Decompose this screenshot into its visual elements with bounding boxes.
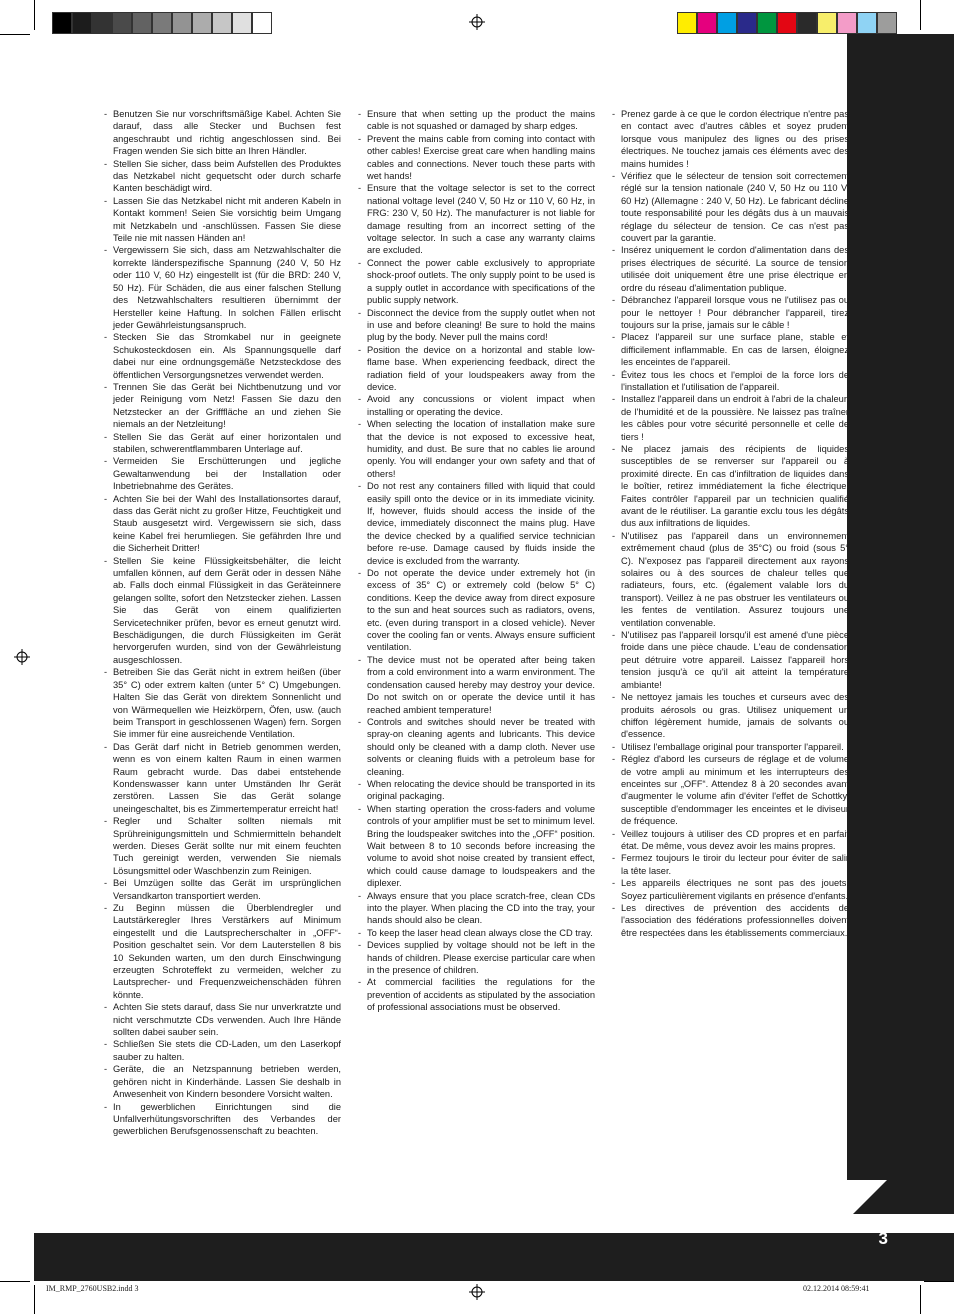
instruction-item: - Veillez toujours à utiliser des CD propres et en parfait état. De même, vous devez avoir les mains propres.	[612, 828, 849, 853]
grayscale-color-bar	[52, 12, 272, 34]
instruction-item: - Achten Sie stets darauf, dass Sie nur unverkratzte und nicht verschmutzte CDs verwenden. Auch Ihre Hände sollten dabei sauber sein.	[104, 1001, 341, 1038]
color-swatch	[152, 12, 172, 34]
color-swatch	[877, 12, 897, 34]
column-french	[612, 108, 849, 939]
instruction-item: - Position the device on a horizontal and stable low-flame base. When experiencing feedback, direct the radiation field of your loudspeakers away from the device.	[358, 344, 595, 394]
instruction-item: - N'utilisez pas l'appareil dans un environnement extrêmement chaud (plus de 35°C) ou froid (sous 5° C). N'exposez pas l'appareil directement aux rayons solaires ou à des sources de chaleur telles que radiateurs, fours, etc. (également valable lors du transport). Veillez à ne pas obstruer les ventilateurs ou les fentes de ventilation. Assurez toujours une ventilation convenable.	[612, 530, 849, 629]
crop-mark	[0, 1281, 30, 1282]
instruction-item: - Achten Sie bei der Wahl des Installationsortes darauf, dass das Gerät nicht zu großer Hitze, Feuchtigkeit und Staub ausgesetzt wird. Vergewissern sie sich, dass keine Kabel frei herumliegen. Sie gefährden Ihre und die Sicherheit Dritter!	[104, 493, 341, 555]
instruction-item: - N'utilisez pas l'appareil lorsqu'il est amené d'une pièce froide dans une pièce chaude. L'eau de condensation peut détruire votre appareil. Laissez l'appareil hors tension jusqu'à ce qu'il ait atteint la température ambiante!	[612, 629, 849, 691]
crop-mark	[920, 1285, 921, 1314]
color-swatch	[192, 12, 212, 34]
instruction-item: - To keep the laser head clean always close the CD tray.	[358, 927, 595, 939]
color-swatch	[232, 12, 252, 34]
instruction-item: - Installez l'appareil dans un endroit à l'abri de la chaleur, de l'humidité et de la poussière. Ne laissez pas traîner les câbles pour votre sécurité personnelle et celle de tiers !	[612, 393, 849, 443]
instruction-item: - Disconnect the device from the supply outlet when not in use and before cleaning! Be sure to hold the mains plug by the body. Never pull the mains cord!	[358, 307, 595, 344]
instruction-item: - Regler und Schalter sollten niemals mit Sprühreinigungsmitteln und Schmiermitteln behandelt werden. Dieses Gerät sollte nur mit einem feuchten Tuch gereinigt werden, verwenden Sie niemals Lösungsmittel oder Waschbenzin zum Reinigen.	[104, 815, 341, 877]
process-color-bar	[677, 12, 897, 34]
instruction-item: - Les directives de prévention des accidents de l'association des fédérations professionnelles doivent être respectées dans les établissements commerciaux.	[612, 902, 849, 939]
instruction-item: - Vérifiez que le sélecteur de tension soit correctement réglé sur la tension nationale (240 V, 50 Hz ou 110 V, 60 Hz) (Allemagne : 240 V, 50 Hz). Le fabricant décline toute responsabilité pour les dégâts dus à un mauvais réglage du sélecteur de tension. Ce cas n'est pas couvert par la garantie.	[612, 170, 849, 244]
page-number: 3	[878, 1229, 888, 1248]
instruction-item: - Stecken Sie das Stromkabel nur in geeignete Schukosteckdosen ein. Als Spannungsquelle darf dabei nur eine ordnungsgemäße Netzsteckdose des öffentlichen Versorgungsnetzes verwendet werden.	[104, 331, 341, 381]
instruction-item: - Prenez garde à ce que le cordon électrique n'entre pas en contact avec d'autres câbles et soyez prudent lorsque vous manipulez des lignes ou des prises électriques. Ne touchez jamais ces éléments avec des mains humides !	[612, 108, 849, 170]
instruction-item: - Benutzen Sie nur vorschriftsmäßige Kabel. Achten Sie darauf, dass alle Stecker und Buchsen fest angeschraubt und richtig angeschlossen sind. Bei Fragen wenden Sie sich bitte an Ihren Händler.	[104, 108, 341, 158]
instruction-item: - Stellen Sie keine Flüssigkeitsbehälter, die leicht umfallen können, auf dem Gerät oder in dessen Nähe ab. Falls doch einmal Flüssigkeit in das Geräteinnere gelangen sollte, sofort den Netzstecker ziehen. Lassen Sie das Gerät von einem qualifizierten Servicetechniker prüfen, bevor es erneut genutzt wird. Beschädigungen, die durch Flüssigkeiten im Gerät hervorgerufen wurden, sind von der Gewährleistung ausgeschlossen.	[104, 555, 341, 667]
color-swatch	[737, 12, 757, 34]
crop-mark	[924, 1281, 954, 1282]
color-swatch	[252, 12, 272, 34]
instruction-item: - Zu Beginn müssen die Überblendregler und Lautstärkeregler Ihres Verstärkers auf Minimum eingestellt und die Lautsprecherschalter in „OFF“-Position geschaltet sein. Vor dem Lauterstellen 8 bis 10 Sekunden warten, um den durch Einschwingung erzeugten Schroteffekt zu vermeiden, welcher zu Lautsprecher- und Frequenzweichenschäden führen könnte.	[104, 902, 341, 1001]
slug-timestamp: 02.12.2014 08:59:41	[803, 1284, 870, 1293]
color-swatch	[717, 12, 737, 34]
instruction-item: - Utilisez l'emballage original pour transporter l'appareil.	[612, 741, 849, 753]
color-swatch	[92, 12, 112, 34]
color-swatch	[212, 12, 232, 34]
crop-mark	[920, 0, 921, 30]
registration-mark-icon	[469, 1284, 485, 1300]
instruction-item: - Das Gerät darf nicht in Betrieb genommen werden, wenn es von einem kalten Raum in einen warmen Raum gebracht wurde. Das dabei entstehende Kondenswasser kann unter Umständen Ihr Gerät zerstören. Lassen Sie das Gerät solange uneingeschaltet, bis es Zimmertemperatur erreicht hat!	[104, 741, 341, 815]
color-swatch	[72, 12, 92, 34]
instruction-item: - Stellen Sie sicher, dass beim Aufstellen des Produktes das Netzkabel nicht gequetscht oder durch scharfe Kanten beschädigt wird.	[104, 158, 341, 195]
color-swatch	[697, 12, 717, 34]
instruction-item: - Schließen Sie stets die CD-Laden, um den Laserkopf sauber zu halten.	[104, 1038, 341, 1063]
color-swatch	[857, 12, 877, 34]
instruction-item: - Geräte, die an Netzspannung betrieben werden, gehören nicht in Kinderhände. Lassen Sie deshalb in Anwesenheit von Kindern besondere Vorsicht walten.	[104, 1063, 341, 1100]
instruction-item: - Ensure that the voltage selector is set to the correct national voltage level (240 V, 50 Hz or 110 V, 60 Hz, in FRG: 230 V, 50 Hz). The manufacturer is not liable for damage resulting from an incorrect setting of the voltage selector. In such a case any warranty claims are excluded.	[358, 182, 595, 256]
instruction-item: - The device must not be operated after being taken from a cold environment into a warm environment. The condensation caused hereby may destroy your device. Do not switch on or operate the device until it has reached ambient temperature!	[358, 654, 595, 716]
page-edge-corner	[847, 1180, 887, 1220]
registration-mark-icon	[469, 14, 485, 30]
column-english	[358, 108, 595, 1014]
instruction-item: - Devices supplied by voltage should not be left in the hands of children. Please exercise particular care when in the presence of children.	[358, 939, 595, 976]
color-swatch	[677, 12, 697, 34]
color-swatch	[172, 12, 192, 34]
instruction-item: - Ne placez jamais des récipients de liquides susceptibles de se renverser sur l'appareil ou à proximité directe. En cas d'infiltration de liquides dans le boîtier, retirez immédiatement la fiche électrique. Faites contrôler l'appareil par un technicien qualifié avant de le réutiliser. La garantie exclu tous les dégâts dus aux infiltrations de liquides.	[612, 443, 849, 530]
instruction-item: - When relocating the device should be transported in its original packaging.	[358, 778, 595, 803]
registration-mark-icon	[14, 649, 30, 665]
instruction-item: - Bei Umzügen sollte das Gerät im ursprünglichen Versandkarton transportiert werden.	[104, 877, 341, 902]
column-german	[104, 108, 341, 1138]
instruction-item: - Connect the power cable exclusively to appropriate shock-proof outlets. The only supply point to be used is a supply outlet in accordance with specifications of the public supply network.	[358, 257, 595, 307]
instruction-item: - When starting operation the cross-faders and volume controls of your amplifier must be set to minimum level. Bring the loudspeaker switches into the „OFF“ position. Wait between 8 to 10 seconds before increasing the volume to avoid shot noise created by transient effect, which could cause damage to loudspeakers and the diplexer.	[358, 803, 595, 890]
instruction-item: - Débranchez l'appareil lorsque vous ne l'utilisez pas ou pour le nettoyer ! Pour débrancher l'appareil, tirez toujours sur la prise, jamais sur le câble !	[612, 294, 849, 331]
crop-mark	[0, 34, 30, 35]
instruction-item: - Évitez tous les chocs et l'emploi de la force lors de l'installation et l'utilisation de l'appareil.	[612, 369, 849, 394]
color-swatch	[797, 12, 817, 34]
instruction-item: - Trennen Sie das Gerät bei Nichtbenutzung und vor jeder Reinigung vom Netz! Fassen Sie dazu den Netzstecker an der Grifffläche an und ziehen Sie niemals an der Netzleitung!	[104, 381, 341, 431]
color-swatch	[837, 12, 857, 34]
instruction-item: - Betreiben Sie das Gerät nicht in extrem heißen (über 35° C) oder extrem kalten (unter 5° C) Umgebungen. Halten Sie das Gerät von direktem Sonnenlicht und von Wärmequellen wie Heizkörpern, Öfen, usw. (auch beim Transport in geschlossenen Wagen) fern. Sorgen Sie immer für eine ausreichende Ventilation.	[104, 666, 341, 740]
page-edge-tab	[847, 34, 954, 1214]
instruction-item: - Ne nettoyez jamais les touches et curseurs avec des produits aérosols ou gras. Utilisez uniquement un chiffon légèrement humide, jamais de solvants ou d'essence.	[612, 691, 849, 741]
instruction-item: - Stellen Sie das Gerät auf einer horizontalen und stabilen, schwerentflammbaren Unterlage auf.	[104, 431, 341, 456]
instruction-item: - Placez l'appareil sur une surface plane, stable et difficilement inflammable. En cas de larsen, éloignez les enceintes de l'appareil.	[612, 331, 849, 368]
footer-band	[34, 1233, 954, 1281]
color-swatch	[757, 12, 777, 34]
instruction-item: - At commercial facilities the regulations for the prevention of accidents as stipulated by the association of professional associations must be observed.	[358, 976, 595, 1013]
instruction-item: - When selecting the location of installation make sure that the device is not exposed to excessive heat, humidity, and dust. Be sure that no cables lie around openly. You will endanger your own safety and that of others!	[358, 418, 595, 480]
instruction-item: - Do not operate the device under extremely hot (in excess of 35° C) or extremely cold (below 5° C) conditions. Keep the device away from direct exposure to the sun and heat sources such as radiators, ovens, etc. (even during transport in a closed vehicle). Never cover the cooling fan or vents. Always ensure sufficient ventilation.	[358, 567, 595, 654]
instruction-item: - In gewerblichen Einrichtungen sind die Unfallverhütungsvorschriften des Verbandes der gewerblichen Berufsgenossenschaft zu beachten.	[104, 1101, 341, 1138]
instruction-item: - Réglez d'abord les curseurs de réglage et de volume de votre ampli au minimum et les interrupteurs des enceintes sur „OFF“. Attendez 8 à 20 secondes avant d'augmenter le volume afin d'éviter l'effet de Schottky, susceptible d'endommager les enceintes et le diviseur de fréquence.	[612, 753, 849, 827]
color-swatch	[132, 12, 152, 34]
instruction-item: - Always ensure that you place scratch-free, clean CDs into the player. When placing the CD into the tray, your hands should also be clean.	[358, 890, 595, 927]
instruction-item: - Les appareils électriques ne sont pas des jouets. Soyez particulièrement vigilants en présence d'enfants.	[612, 877, 849, 902]
color-swatch	[52, 12, 72, 34]
instruction-item: - Prevent the mains cable from coming into contact with other cables! Exercise great care when handling mains cables and connections. Never touch these parts with wet hands!	[358, 133, 595, 183]
instruction-item: - Controls and switches should never be treated with spray-on cleaning agents and lubricants. This device should only be cleaned with a damp cloth. Never use solvents or cleaning fluids with a petroleum base for cleaning.	[358, 716, 595, 778]
color-swatch	[777, 12, 797, 34]
crop-mark	[34, 0, 35, 30]
instruction-item: - Avoid any concussions or violent impact when installing or operating the device.	[358, 393, 595, 418]
instruction-item: - Vergewissern Sie sich, dass am Netzwahlschalter die korrekte länderspezifische Spannung (240 V, 50 Hz oder 110 V, 60 Hz) eingestellt ist (für die BRD: 240 V, 50 Hz). Für Schäden, die aus einer falschen Stellung des Netzwahlschalters resultieren übernimmt der Hersteller keine Haftung. In solchen Fällen erlischt jeder Gewährleistungsanspruch.	[104, 244, 341, 331]
instruction-item: - Vermeiden Sie Erschütterungen und jegliche Gewaltanwendung bei der Installation oder Inbetriebnahme des Gerätes.	[104, 455, 341, 492]
color-swatch	[112, 12, 132, 34]
instruction-item: - Do not rest any containers filled with liquid that could easily spill onto the device or in its immediate vicinity. If, however, fluids should access the inside of the device, immediately disconnect the mains plug. Have the device checked by a qualified service technician before re-use. Damage caused by fluids inside the device is excluded from the warranty.	[358, 480, 595, 567]
slug-filename: IM_RMP_2760USB2.indd 3	[46, 1284, 139, 1293]
crop-mark	[34, 1285, 35, 1314]
instruction-item: - Ensure that when setting up the product the mains cable is not squashed or damaged by sharp edges.	[358, 108, 595, 133]
color-swatch	[817, 12, 837, 34]
instruction-item: - Fermez toujours le tiroir du lecteur pour éviter de salir la tête laser.	[612, 852, 849, 877]
instruction-item: - Lassen Sie das Netzkabel nicht mit anderen Kabeln in Kontakt kommen! Seien Sie vorsichtig beim Umgang mit Netzkabeln und -anschlüssen. Fassen Sie diese Teile nie mit nassen Händen an!	[104, 195, 341, 245]
instruction-item: - Insérez uniquement le cordon d'alimentation dans des prises électriques de sécurité. La source de tension utilisée doit uniquement être une prise électrique en ordre du réseau d'alimentation publique.	[612, 244, 849, 294]
